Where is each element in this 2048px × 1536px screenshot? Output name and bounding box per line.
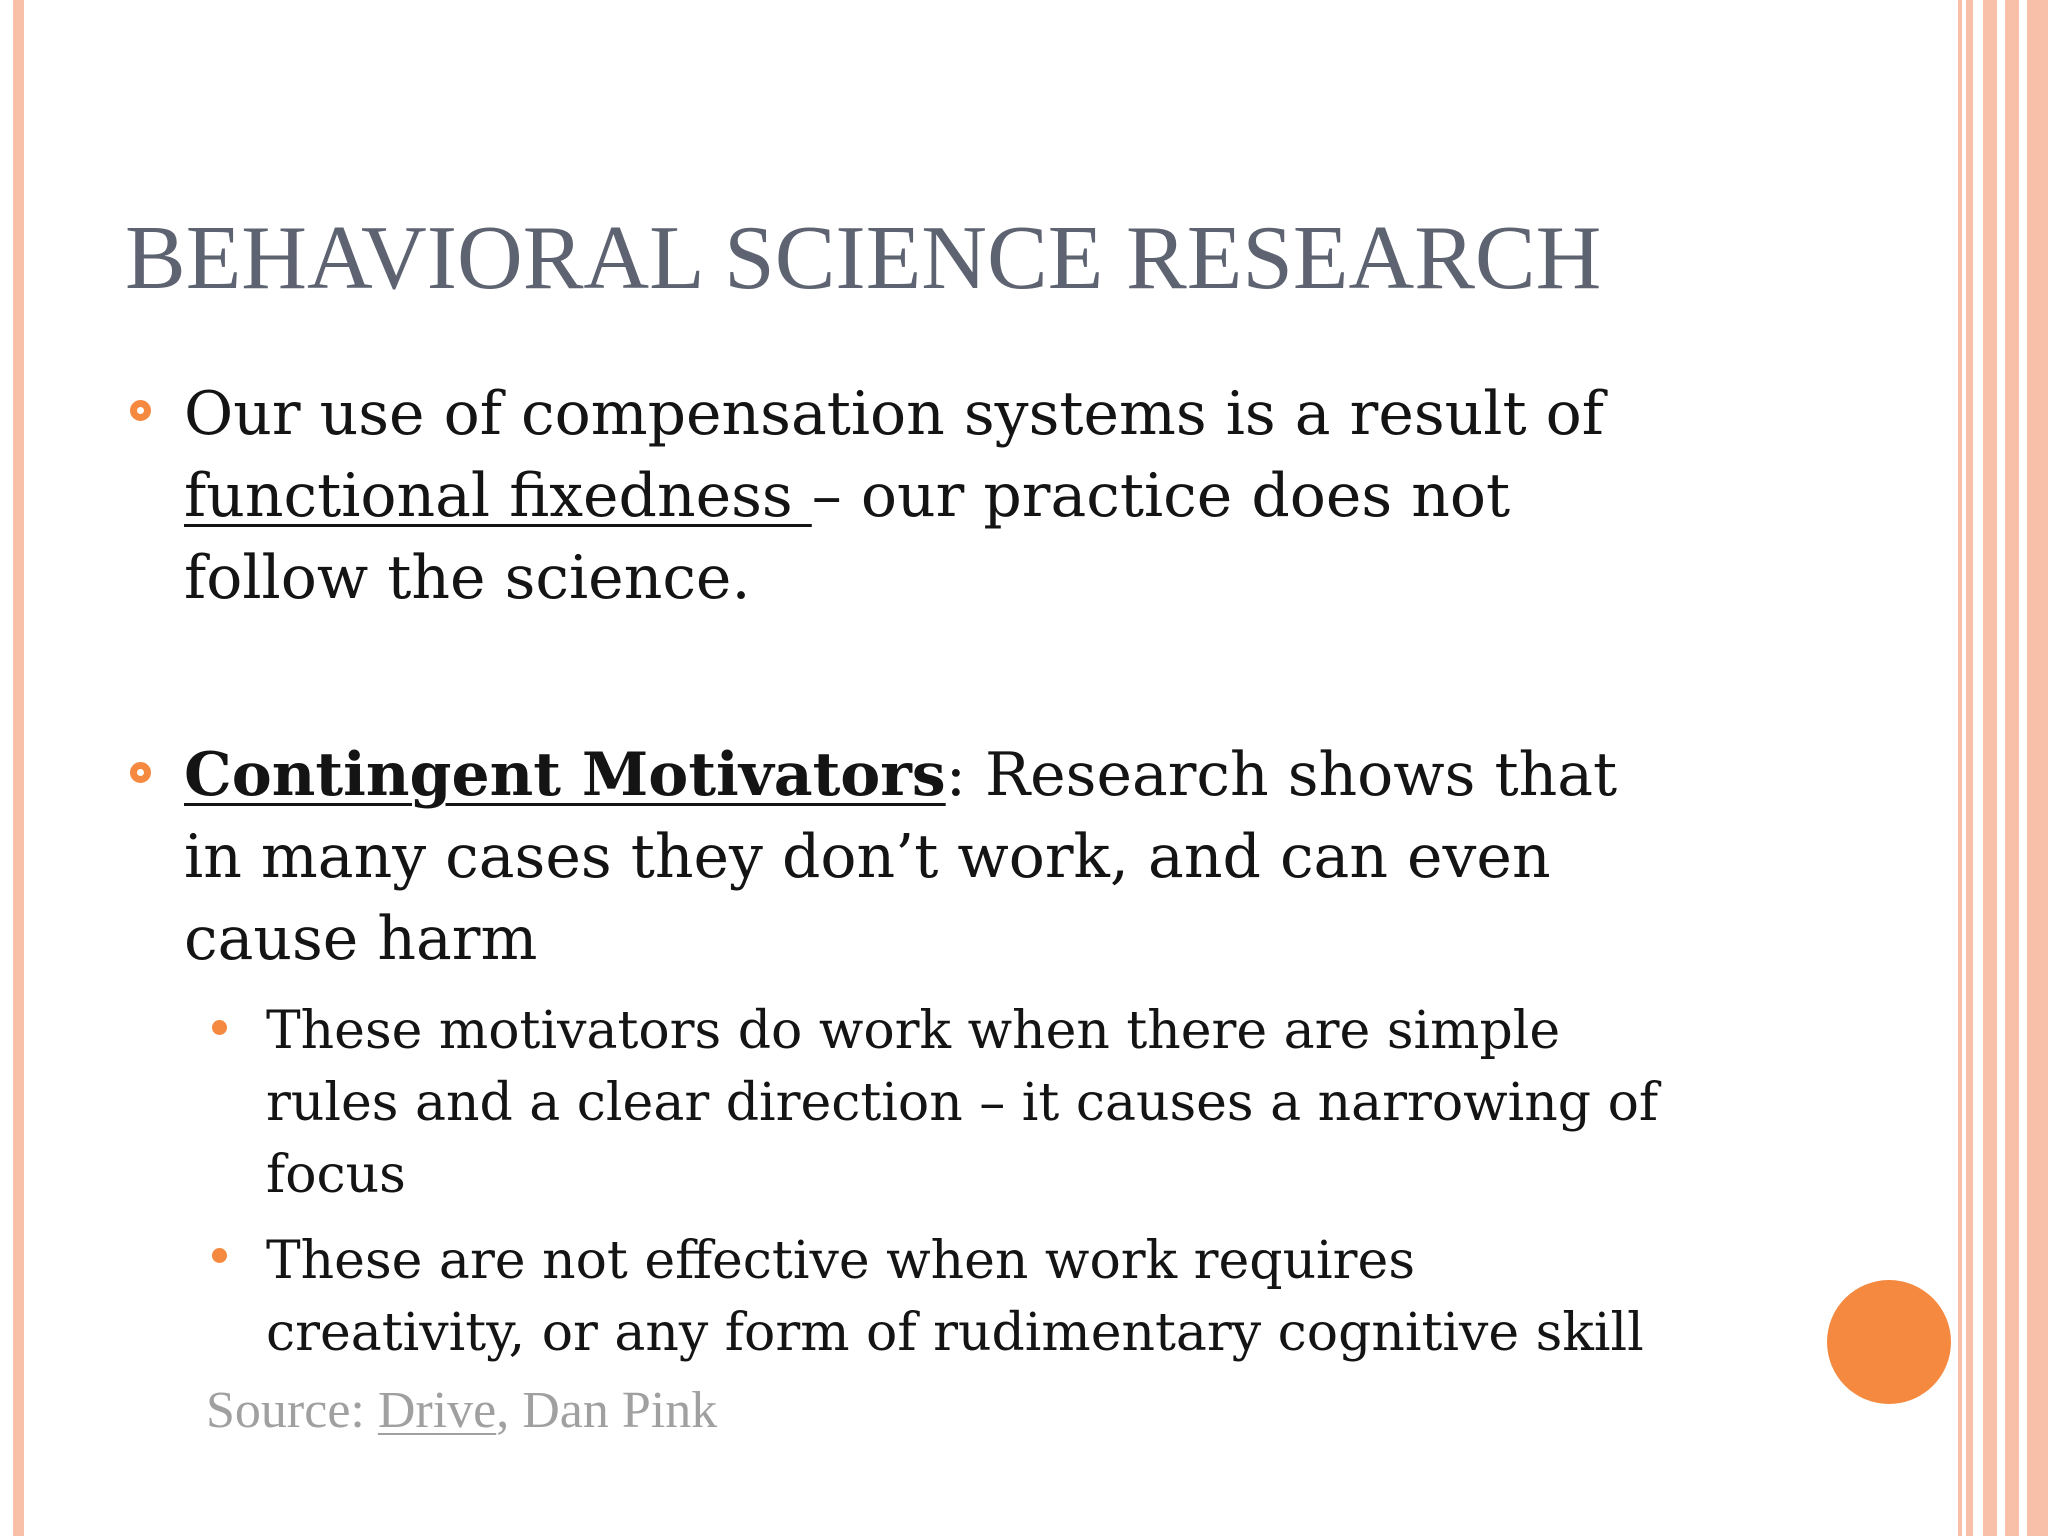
right-decorative-rule (1966, 0, 1973, 1536)
hollow-circle-bullet-icon (130, 762, 151, 783)
right-decorative-rule (2027, 0, 2048, 1536)
sub-bullet-creativity (266, 1225, 1644, 1369)
right-decorative-rule (1958, 0, 1962, 1536)
source-suffix: , Dan Pink (496, 1382, 718, 1439)
sub-bullet-line: creativity, or any form of rudimentary cognitive skill (266, 1303, 1644, 1363)
bullet-line: cause harm (184, 904, 538, 974)
bullet-line-rest: – our practice does not (811, 461, 1511, 531)
bullet-line (184, 455, 1604, 537)
sub-bullet-simple-rules (266, 995, 1658, 1211)
dot-bullet-icon (212, 1248, 227, 1263)
bullet-contingent-motivators (184, 734, 1617, 980)
slide-title: BEHAVIORAL SCIENCE RESEARCH (125, 207, 1602, 308)
right-decorative-rule (2005, 0, 2019, 1536)
left-decorative-rule (13, 0, 24, 1536)
sub-bullet-line: rules and a clear direction – it causes a narrowing of (266, 1073, 1659, 1133)
functional-fixedness-term: functional fixedness (184, 461, 812, 531)
decorative-orange-circle (1827, 1280, 1951, 1404)
sub-bullet-line: These are not effective when work requires (266, 1231, 1416, 1291)
dot-bullet-icon (212, 1020, 227, 1035)
bullet-line: in many cases they don’t work, and can even (184, 822, 1551, 892)
bullet-line (184, 734, 1617, 816)
bullet-line: Our use of compensation systems is a result of (184, 379, 1604, 449)
bullet-compensation-systems (184, 373, 1604, 619)
source-citation (206, 1380, 717, 1442)
source-prefix: Source: (206, 1382, 378, 1439)
sub-bullet-line: These motivators do work when there are simple (266, 1001, 1561, 1061)
bullet-line: follow the science. (184, 543, 751, 613)
hollow-circle-bullet-icon (130, 400, 151, 421)
sub-bullet-line: focus (266, 1145, 406, 1205)
source-link-drive[interactable]: Drive (377, 1382, 497, 1439)
right-decorative-rule (1983, 0, 1997, 1536)
contingent-motivators-heading: Contingent Motivators (184, 740, 946, 810)
bullet-line-rest: : Research shows that (945, 740, 1618, 810)
